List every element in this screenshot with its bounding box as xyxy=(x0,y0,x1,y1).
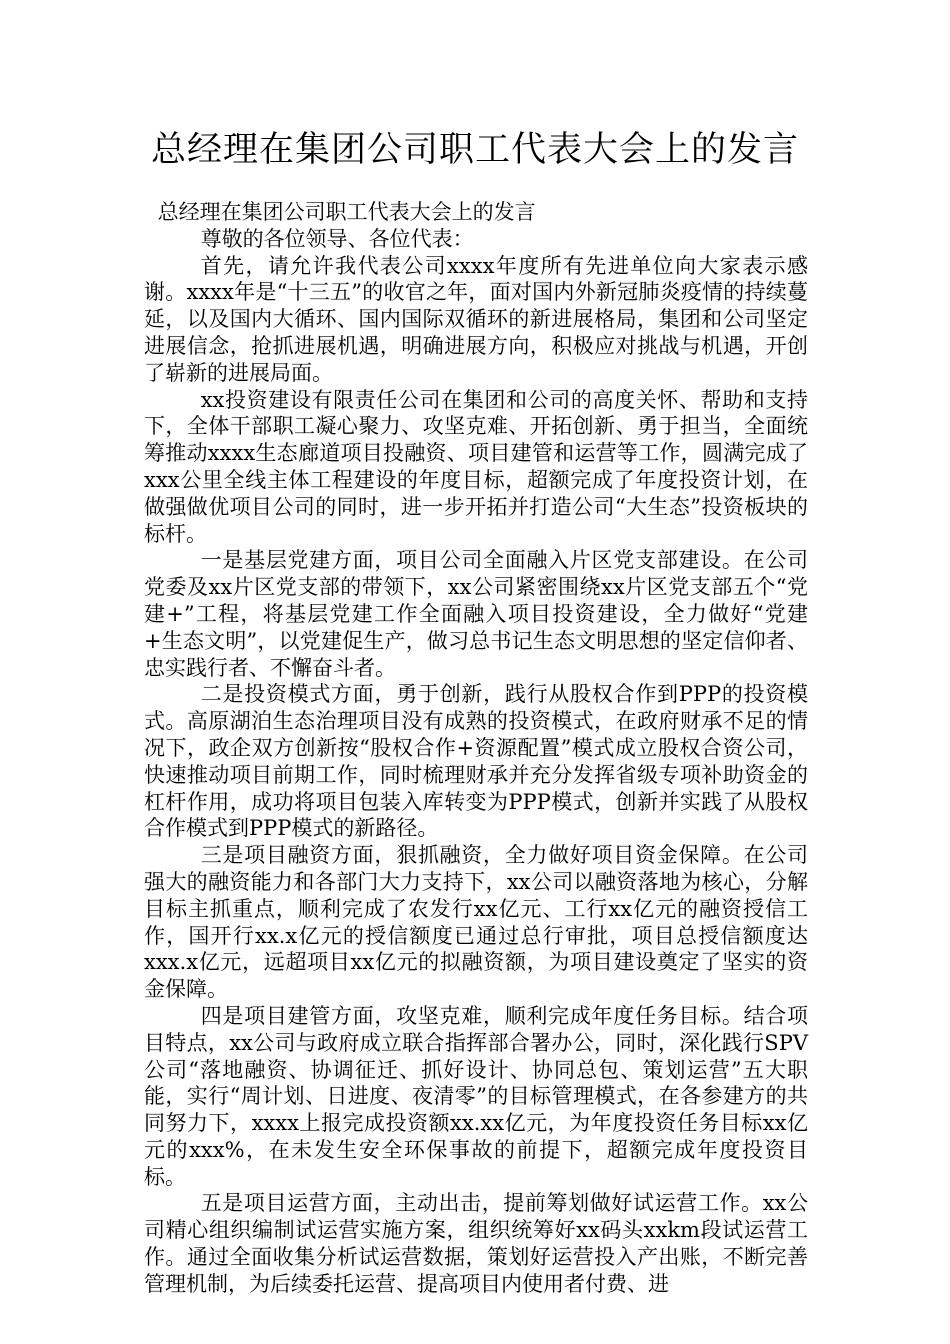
salutation: 尊敬的各位领导、各位代表： xyxy=(200,226,474,251)
paragraph-opening: 首先，请允许我代表公司xxxx年度所有先进单位向大家表示感谢。xxxx年是“十三五”的收官之年，面对国内外新冠肺炎疫情的持续蔓延，以及国内大循环、国内国际双循环的新进展格局，集团和公司坚定进展信念，抢抓进展机遇，明确进展方向，积极应对挑战与机遇，开创了崭新的进展局面。 xyxy=(144,253,808,385)
document-subtitle: 总经理在集团公司职工代表大会上的发言 xyxy=(157,200,536,224)
paragraph-construction-management: 四是项目建管方面，攻坚克难，顺利完成年度任务目标。结合项目特点，xx公司与政府成立联合指挥部合署办公，同时，深化践行SPV公司“落地融资、协调征迁、抓好设计、协同总包、策划运营”五大职能，实行“周计划、日进度、夜清零”的目标管理模式，在各参建方的共同努力下，xxxx上报完成投资额xx.xx亿元，为年度投资任务目标xx亿元的xxx%，在未发生安全环保事故的前提下，超额完成年度投资目标。 xyxy=(144,1003,808,1189)
document-body xyxy=(144,199,808,1298)
paragraph-operations: 五是项目运营方面，主动出击，提前筹划做好试运营工作。xx公司精心组织编制试运营实施方案，组织统筹好xx码头xxkm段试运营工作。通过全面收集分析试运营数据，策划好运营投入产出账，不断完善管理机制，为后续委托运营、提高项目内使用者付费、进 xyxy=(144,1191,808,1296)
paragraph-company-overview: xx投资建设有限责任公司在集团和公司的高度关怀、帮助和支持下，全体干部职工凝心聚力、攻坚克难、开拓创新、勇于担当，全面统筹推动xxxx生态廊道项目投融资、项目建管和运营等工作，圆满完成了xxx公里全线主体工程建设的年度目标，超额完成了年度投资计划，在做强做优项目公司的同时，进一步开拓并打造公司“大生态”投资板块的标杆。 xyxy=(144,387,808,546)
paragraph-financing: 三是项目融资方面，狠抓融资，全力做好项目资金保障。在公司强大的融资能力和各部门大力支持下，xx公司以融资落地为核心，分解目标主抓重点，顺利完成了农发行xx亿元、工行xx亿元的融资授信工作，国开行xx.x亿元的授信额度已通过总行审批，项目总授信额度达xxx.x亿元，远超项目xx亿元的拟融资额，为项目建设奠定了坚实的资金保障。 xyxy=(144,843,808,1002)
document-title: 总经理在集团公司职工代表大会上的发言 xyxy=(150,130,799,170)
paragraph-investment-model: 二是投资模式方面，勇于创新，践行从股权合作到PPP的投资模式。高原湖泊生态治理项目没有成熟的投资模式，在政府财承不足的情况下，政企双方创新按“股权合作+资源配置”模式成立股权合资公司，快速推动项目前期工作，同时梳理财承并充分发挥省级专项补助资金的杠杆作用，成功将项目包装入库转变为PPP模式，创新并实践了从股权合作模式到PPP模式的新路径。 xyxy=(144,682,808,841)
paragraph-party-building: 一是基层党建方面，项目公司全面融入片区党支部建设。在公司党委及xx片区党支部的带领下，xx公司紧密围绕xx片区党支部五个“党建+”工程，将基层党建工作全面融入项目投资建设，全力做好“党建+生态文明”，以党建促生产，做习总书记生态文明思想的坚定信仰者、忠实践行者、不懈奋斗者。 xyxy=(144,548,808,680)
